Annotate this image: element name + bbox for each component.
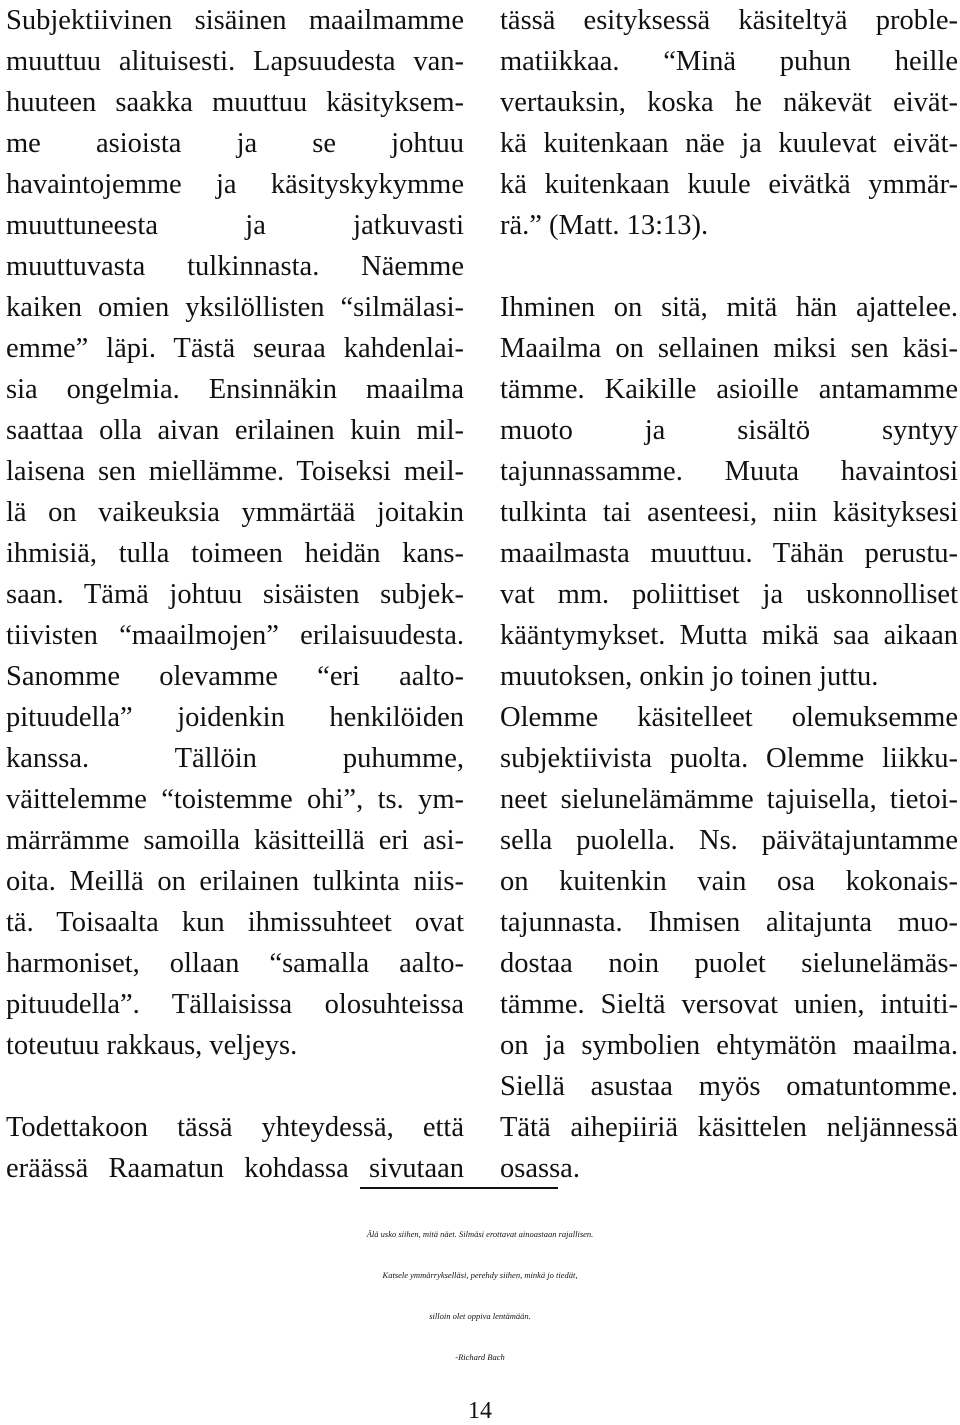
quote-attribution: -Richard Bach xyxy=(455,1352,505,1362)
text-line: Olemme käsitelleet olemuksemme xyxy=(500,702,958,733)
text-line: on kuitenkin vain osa kokonais- xyxy=(500,866,958,897)
text-line: on ja symbolien ehtymätön maailma. xyxy=(500,1030,958,1061)
text-line: Tätä aihepiiriä käsittelen neljännessä xyxy=(500,1112,958,1143)
text-line: rä.” (Matt. 13:13). xyxy=(500,210,709,241)
text-line: muuttuneesta ja jatkuvasti xyxy=(6,210,464,241)
right-paragraph-2 xyxy=(500,287,958,1189)
text-line: laisena sen miellämme. Toiseksi meil- xyxy=(6,456,464,487)
text-line: tämme. Kaikille asioille antamamme xyxy=(500,374,958,405)
text-line: kaiken omien yksilöllisten “silmälasi- xyxy=(6,292,464,323)
text-line: toteutuu rakkaus, veljeys. xyxy=(6,1030,298,1061)
text-line: kä kuitenkaan kuule eivätkä ymmär- xyxy=(500,169,958,200)
text-line: harmoniset, ollaan “samalla aalto- xyxy=(6,948,464,979)
text-line: Sanomme olevamme “eri aalto- xyxy=(6,661,464,692)
text-line: osassa. xyxy=(500,1153,580,1184)
left-paragraph-2 xyxy=(6,1107,464,1189)
text-line: kanssa. Tällöin puhumme, xyxy=(6,743,464,774)
text-line: tajunnasta. Ihmisen alitajunta muo- xyxy=(500,907,958,938)
right-column xyxy=(500,0,958,1189)
right-paragraph-1 xyxy=(500,0,958,246)
left-column xyxy=(6,0,464,1189)
text-line: emme” läpi. Tästä seuraa kahdenlai- xyxy=(6,333,464,364)
left-paragraph-1 xyxy=(6,0,464,1066)
text-line: kääntymykset. Mutta mikä saa aikaan xyxy=(500,620,958,651)
text-line: tulkinta tai asenteesi, niin käsityksesi xyxy=(500,497,958,528)
text-line: kä kuitenkaan näe ja kuulevat eivät- xyxy=(500,128,958,159)
text-line: huuteen saakka muuttuu käsityksem- xyxy=(6,87,464,118)
text-line: pituudella” joidenkin henkilöiden xyxy=(6,702,464,733)
text-line: muutoksen, onkin jo toinen juttu. xyxy=(500,661,879,692)
epigraph-quote xyxy=(0,1214,960,1378)
text-line: eräässä Raamatun kohdassa sivutaan xyxy=(6,1153,464,1184)
text-line: lä on vaikeuksia ymmärtää joitakin xyxy=(6,497,464,528)
text-line: ihmisiä, tulla toimeen heidän kans- xyxy=(6,538,464,569)
text-line: vat mm. poliittiset ja uskonnolliset xyxy=(500,579,958,610)
text-line: Siellä asustaa myös omatuntomme. xyxy=(500,1071,958,1102)
text-line: neet sielunelämämme tajuisella, tietoi- xyxy=(500,784,958,815)
text-line: tiivisten “maailmojen” erilaisuudesta. xyxy=(6,620,464,651)
text-line: sella puolella. Ns. päivätajuntamme xyxy=(500,825,958,856)
text-line: me asioista ja se johtuu xyxy=(6,128,464,159)
text-line: väittelemme “toistemme ohi”, ts. ym- xyxy=(6,784,464,815)
text-line: tämme. Sieltä versovat unien, intuiti- xyxy=(500,989,958,1020)
text-line: tajunnassamme. Muuta havaintosi xyxy=(500,456,958,487)
page-number: 14 xyxy=(468,1398,492,1424)
text-line: muuttuu alituisesti. Lapsuudesta van- xyxy=(6,46,464,77)
text-line: dostaa noin puolet sielunelämäs- xyxy=(500,948,958,979)
text-line: sia ongelmia. Ensinnäkin maailma xyxy=(6,374,464,405)
text-line: matiikkaa. “Minä puhun heille xyxy=(500,46,958,77)
text-line: oita. Meillä on erilainen tulkinta niis- xyxy=(6,866,464,897)
text-line: Maailma on sellainen miksi sen käsi- xyxy=(500,333,958,364)
text-line: saan. Tämä johtuu sisäisten subjek- xyxy=(6,579,464,610)
text-line: havaintojemme ja käsityskykymme xyxy=(6,169,464,200)
text-line: vertauksin, koska he näkevät eivät- xyxy=(500,87,958,118)
paragraph-gap xyxy=(6,1066,464,1107)
paragraph-gap xyxy=(500,246,958,287)
text-line: muuttuvasta tulkinnasta. Näemme xyxy=(6,251,464,282)
section-divider xyxy=(360,1187,558,1189)
text-line: pituudella”. Tällaisissa olosuhteissa xyxy=(6,989,464,1020)
text-line: subjektiivista puolta. Olemme liikku- xyxy=(500,743,958,774)
quote-line: Älä usko siihen, mitä näet. Silmäsi erottavat ainoastaan rajallisen. xyxy=(366,1229,594,1239)
text-line: Todettakoon tässä yhteydessä, että xyxy=(6,1112,464,1143)
text-line: muoto ja sisältö syntyy xyxy=(500,415,958,446)
text-line: tässä esityksessä käsiteltyä proble- xyxy=(500,5,958,36)
text-line: maailmasta muuttuu. Tähän perustu- xyxy=(500,538,958,569)
text-line: märrämme samoilla käsitteillä eri asi- xyxy=(6,825,464,856)
text-line: saattaa olla aivan erilainen kuin mil- xyxy=(6,415,464,446)
text-line: tä. Toisaalta kun ihmissuhteet ovat xyxy=(6,907,464,938)
quote-line: silloin olet oppiva lentämään. xyxy=(429,1311,531,1321)
quote-line: Katsele ymmärrykselläsi, perehdy siihen, minkä jo tiedät, xyxy=(382,1270,578,1280)
text-line: Ihminen on sitä, mitä hän ajattelee. xyxy=(500,292,958,323)
text-line: Subjektiivinen sisäinen maailmamme xyxy=(6,5,464,36)
